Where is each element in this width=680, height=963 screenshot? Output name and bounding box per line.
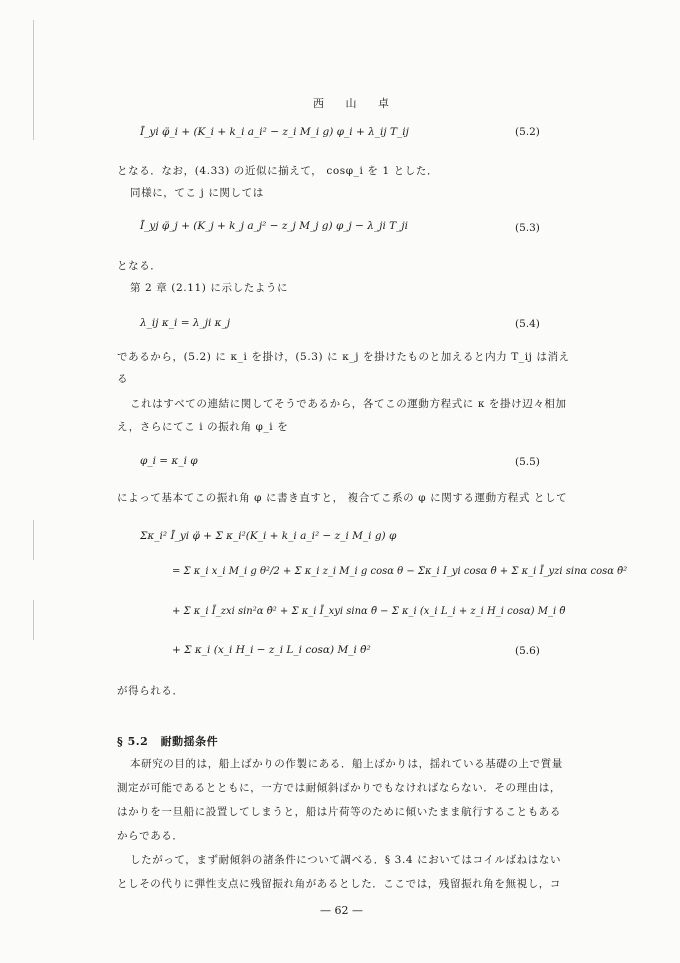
paragraph-line: 本研究の目的は，船上ばかりの作製にある．船上ばかりは，揺れている基礎の上で質量: [130, 758, 563, 770]
scan-edge-mark: [33, 600, 34, 640]
page-number: — 62 —: [320, 904, 363, 917]
equation-5-6-line: + Σ κ_i Ī_zxi sin²α θ̇² + Σ κ_i Ī_xyi sinα θ̈ − Σ κ_i (x_i L_i + z_i H_i cosα) M_i θ̈: [172, 606, 566, 617]
equation-number: (5.3): [515, 222, 540, 234]
equation-number: (5.6): [515, 645, 540, 657]
equation-number: (5.4): [515, 318, 540, 330]
equation-5-6-line: + Σ κ_i (x_i H_i − z_i L_i cosα) M_i θ̇²: [172, 644, 371, 656]
equation-number: (5.5): [515, 456, 540, 468]
equation-5-2: Ī_yi φ̈_i + (K_i + k_i a_i² − z_i M_i g) φ_i + λ_ij T_ij: [140, 126, 409, 138]
equation-5-3: Ī_yj φ̈_j + (K_j + k_j a_j² − z_j M_j g) φ_j − λ_ji T_ji: [140, 220, 409, 232]
paragraph-line: はかりを一旦船に設置してしまうと，船は片荷等のために傾いたまま航行することもある: [117, 806, 561, 818]
equation-5-5: φ_i = κ_i φ: [140, 455, 198, 467]
equation-5-6-line: Σκ_i² Ī_yi φ̈ + Σ κ_i²(K_i + k_i a_i² − z_i M_i g) φ: [140, 530, 397, 542]
section-heading: [117, 733, 218, 749]
scan-edge-mark: [33, 520, 34, 560]
running-header: 西 山 卓: [313, 97, 398, 110]
paragraph-line: としその代りに弾性支点に残留振れ角があるとした．ここでは，残留振れ角を無視し，コ: [117, 878, 561, 890]
paragraph-line: したがって，まず耐傾斜の諸条件について調べる．§ 3.4 においてはコイルばねはない: [130, 854, 562, 866]
section-number: § 5.2: [117, 735, 149, 748]
paragraph-line: からである．: [117, 830, 184, 842]
paragraph: となる．: [117, 260, 162, 272]
equation-number: (5.2): [515, 126, 540, 138]
paragraph-line: 測定が可能であるとともに，一方では耐傾斜ばかりでもなければならない．その理由は，: [117, 782, 561, 794]
paragraph: え，さらにてこ i の振れ角 φ_i を: [117, 421, 289, 433]
scan-edge-mark: [33, 20, 34, 140]
equation-5-6-line: = Σ κ_i x_i M_i g θ²/2 + Σ κ_i z_i M_i g cosα θ − Σκ_i I_yi cosα θ̈ + Σ κ_i Ī_yzi sinα cosα θ̇²: [172, 566, 628, 577]
paragraph: る: [117, 373, 129, 385]
paragraph: 同様に，てこ j に関しては: [130, 187, 264, 199]
section-title: 耐動揺条件: [160, 735, 219, 748]
paragraph: が得られる．: [117, 685, 184, 697]
paragraph: 第 2 章 (2.11) に示したように: [130, 282, 289, 294]
paragraph: これはすべての連結に関してそうであるから，各てこの運動方程式に κ を掛け辺々相加: [130, 398, 567, 410]
equation-5-4: λ_ij κ_i = λ_ji κ_j: [140, 317, 231, 329]
paragraph: となる．なお，(4.33) の近似に揃えて， cosφ_i を 1 とした．: [117, 165, 439, 177]
paragraph: によって基本てこの振れ角 φ に書き直すと， 複合てこ系の φ に関する運動方程式 として: [117, 492, 568, 504]
paragraph: であるから，(5.2) に κ_i を掛け，(5.3) に κ_j を掛けたものと加えると内力 T_ij は消え: [117, 351, 570, 363]
